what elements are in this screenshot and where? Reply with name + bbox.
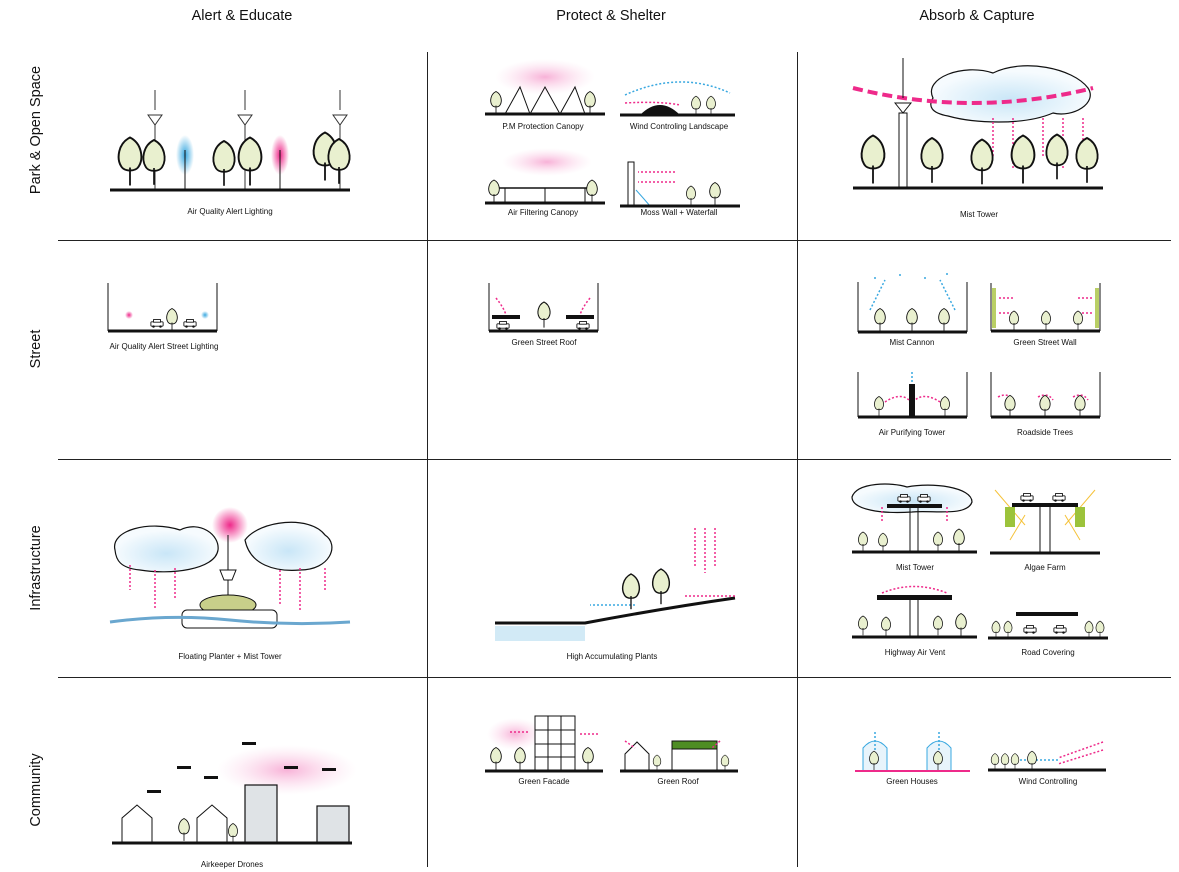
roadside-trees-illustration (988, 372, 1103, 422)
highway-air-vent-illustration (852, 585, 977, 640)
caption-street-roadside-trees: Roadside Trees (1016, 428, 1074, 437)
wind-landscape-illustration (620, 75, 735, 120)
green-facade-illustration (485, 714, 603, 774)
algae-farm-illustration (990, 485, 1100, 557)
caption-comm-wind: Wind Controlling (1018, 777, 1078, 786)
grid-divider-1 (58, 240, 1171, 241)
road-covering-illustration (988, 610, 1108, 640)
moss-wall-illustration (620, 160, 740, 208)
row-header-park: Park & Open Space (28, 65, 44, 195)
street-lighting-illustration (105, 283, 220, 335)
caption-street-alert: Air Quality Alert Street Lighting (109, 342, 219, 351)
caption-infra-air-vent: Highway Air Vent (884, 648, 946, 657)
caption-comm-facade: Green Facade (518, 777, 570, 786)
filter-canopy-illustration (485, 148, 605, 206)
caption-park-mist-tower: Mist Tower (959, 210, 999, 219)
caption-park-pm-canopy: P.M Protection Canopy (502, 122, 584, 131)
grid-divider-3 (58, 677, 1171, 678)
mist-tower-illustration (853, 58, 1103, 193)
pm-canopy-illustration (485, 62, 605, 120)
street-roof-illustration (486, 283, 601, 335)
green-street-wall-illustration (988, 283, 1103, 335)
row-header-street: Street (28, 329, 44, 369)
row-header-community: Community (28, 753, 44, 827)
column-header-absorb: Absorb & Capture (919, 8, 1035, 24)
caption-comm-houses: Green Houses (886, 777, 938, 786)
caption-street-green-wall: Green Street Wall (1013, 338, 1077, 347)
floating-planter-illustration (110, 480, 350, 645)
grid-divider-2 (58, 459, 1171, 460)
row-header-infrastructure: Infrastructure (28, 525, 44, 611)
caption-street-purifying-tower: Air Purifying Tower (878, 428, 946, 437)
mist-cannon-illustration (855, 270, 970, 335)
caption-infra-algae: Algae Farm (1024, 563, 1066, 572)
infra-mist-tower-illustration (852, 482, 977, 562)
caption-infra-accumulating: High Accumulating Plants (566, 652, 658, 661)
caption-park-alert: Air Quality Alert Lighting (187, 207, 273, 216)
caption-street-roof: Green Street Roof (511, 338, 577, 347)
airkeeper-drones-illustration (112, 740, 352, 850)
caption-infra-mist-tower: Mist Tower (895, 563, 935, 572)
caption-infra-floating: Floating Planter + Mist Tower (178, 652, 282, 661)
green-roof-illustration (620, 736, 738, 774)
green-houses-illustration (855, 730, 970, 774)
caption-infra-road-covering: Road Covering (1021, 648, 1075, 657)
caption-street-mist-cannon: Mist Cannon (889, 338, 935, 347)
air-purifying-tower-illustration (855, 372, 970, 422)
alert-lighting-illustration (110, 90, 350, 195)
wind-controlling-illustration (988, 738, 1106, 774)
caption-comm-roof: Green Roof (657, 777, 699, 786)
caption-comm-drones: Airkeeper Drones (200, 860, 264, 869)
grid-divider-col-1 (427, 52, 428, 867)
caption-park-moss-wall: Moss Wall + Waterfall (640, 208, 718, 217)
column-header-alert: Alert & Educate (191, 8, 293, 24)
accumulating-plants-illustration (495, 528, 735, 646)
caption-park-filter-canopy: Air Filtering Canopy (507, 208, 579, 217)
grid-divider-col-2 (797, 52, 798, 867)
column-header-protect: Protect & Shelter (556, 8, 666, 24)
caption-park-wind-landscape: Wind Controling Landscape (629, 122, 729, 131)
